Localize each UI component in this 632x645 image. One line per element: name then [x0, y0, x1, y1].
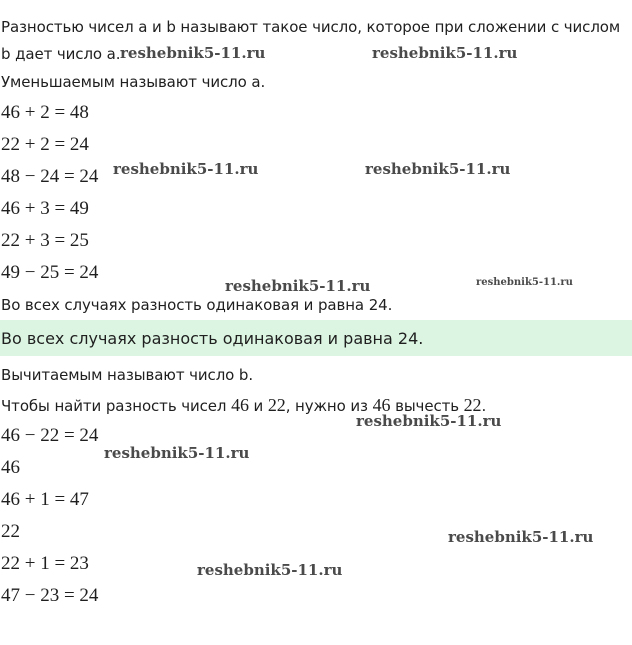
- watermark: reshebnik5-11.ru: [476, 277, 573, 288]
- inline-number: 46: [372, 395, 391, 415]
- equation-line: 46 + 3 = 49: [1, 198, 89, 219]
- equation-line: 48 − 24 = 24: [1, 166, 99, 187]
- watermark: reshebnik5-11.ru: [104, 444, 250, 462]
- number-line: 46: [1, 457, 20, 478]
- number-line: 22: [1, 521, 20, 542]
- answer-highlight-text: Во всех случаях разность одинаковая и равна 24.: [1, 329, 424, 348]
- sentence-part: вычесть: [390, 397, 464, 415]
- inline-number: 46: [231, 395, 249, 415]
- sentence-part: и: [248, 397, 268, 415]
- sentence-part: , нужно из: [285, 397, 373, 415]
- equation-line: 49 − 25 = 24: [1, 262, 99, 283]
- equation-line: 46 + 1 = 47: [1, 489, 89, 510]
- watermark: reshebnik5-11.ru: [372, 44, 518, 62]
- inline-number: 22: [463, 395, 482, 415]
- equation-line: 22 + 3 = 25: [1, 230, 89, 251]
- watermark: reshebnik5-11.ru: [448, 528, 594, 546]
- watermark: reshebnik5-11.ru: [356, 412, 502, 430]
- sentence-part: .: [481, 397, 487, 415]
- text-line-minuend: Уменьшаемым называют число a.: [1, 73, 266, 91]
- watermark: reshebnik5-11.ru: [365, 160, 511, 178]
- watermark: reshebnik5-11.ru: [113, 160, 259, 178]
- watermark: reshebnik5-11.ru: [197, 561, 343, 579]
- text-line-definition-difference: Разностью чисел a и b называют такое число, которое при сложении с числом: [1, 18, 621, 36]
- equation-line: 22 + 1 = 23: [1, 553, 89, 574]
- watermark: reshebnik5-11.ru: [225, 277, 371, 295]
- inline-number: 22: [267, 395, 286, 415]
- equation-line: 46 + 2 = 48: [1, 102, 89, 123]
- watermark: reshebnik5-11.ru: [120, 44, 266, 62]
- equation-line: 22 + 2 = 24: [1, 134, 89, 155]
- text-line-subtrahend: Вычитаемым называют число b.: [1, 366, 254, 384]
- equation-line: 47 − 23 = 24: [1, 585, 99, 606]
- text-line-conclusion: Во всех случаях разность одинаковая и равна 24.: [1, 296, 393, 314]
- answer-highlight-box: [0, 320, 632, 356]
- sentence-part: Чтобы найти разность чисел: [1, 397, 232, 415]
- text-line-definition-difference-cont: b дает число a.: [1, 45, 121, 63]
- equation-line: 46 − 22 = 24: [1, 425, 99, 446]
